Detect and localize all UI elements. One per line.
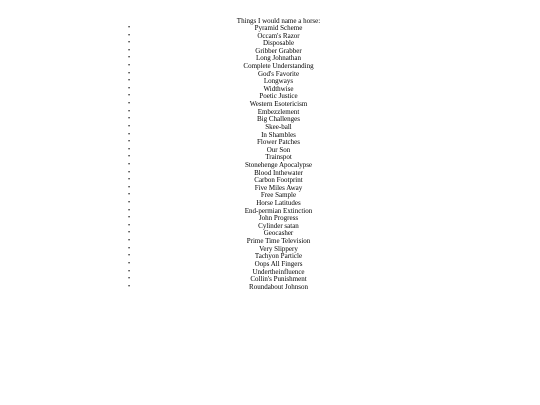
list-item-text: End-permian Extinction [244,206,313,215]
bullet-icon: • [127,139,131,146]
list-item-text: Horse Latitudes [256,199,301,208]
bullet-icon: • [127,47,131,54]
list-item-text: Undertheinfluence [252,267,305,276]
bullet-icon: • [127,123,131,130]
bullet-icon: • [127,177,131,184]
bullet-icon: • [127,200,131,207]
list-item-text: Pyramid Scheme [254,24,303,32]
list-item-text: Complete Understanding [243,62,314,71]
list-item-text: Prime Time Television [246,237,311,246]
list-item-text: Occam's Razor [257,31,300,40]
list-item-text: Collin's Punishment [250,275,307,284]
list-item-text: Cylinder satan [258,221,299,230]
bullet-icon: • [127,108,131,115]
bullet-icon: • [127,32,131,39]
bullet-icon: • [127,169,131,176]
bullet-icon: • [127,230,131,237]
bullet-icon: • [127,276,131,283]
bullet-icon: • [127,55,131,62]
bullet-icon: • [127,154,131,161]
bullet-icon: • [127,184,131,191]
bullet-icon: • [127,93,131,100]
list-item-text: Oops All Fingers [254,259,303,268]
bullet-icon: • [127,268,131,275]
list-item-text: John Progress [258,214,299,223]
list-item-text: God's Favorite [257,69,300,78]
list-item-text: Tachyon Particle [254,252,303,261]
list-item-text: Longways [263,77,294,86]
page-heading: Things I would name a horse: [236,17,321,25]
list-item-text: Gribber Grabber [255,46,302,55]
list-item-text: Our Son [266,145,291,154]
list-item-text: Long Johnathan [256,54,301,63]
bullet-icon: • [127,161,131,168]
bullet-icon: • [127,192,131,199]
bullet-icon: • [127,283,131,290]
list-item-text: Five Miles Away [254,183,303,192]
list-item-text: Geocasher [263,229,294,238]
list-item-text: Western Esotericism [249,100,308,109]
bullet-icon: • [127,78,131,85]
list-item-text: Stonehenge Apocalypse [244,160,313,169]
list-item-text: Big Challenges [257,115,300,124]
list-item-text: Carbon Footprint [254,176,303,185]
list-item-text: In Shambles [261,130,296,139]
bullet-icon: • [127,245,131,252]
horse-name-list [0,25,540,291]
list-item-text: Free Sample [260,191,297,200]
list-item-text: Blood Inthewater [254,168,303,177]
list-item-text: Flower Patches [257,138,300,147]
bullet-icon: • [127,260,131,267]
bullet-icon: • [127,131,131,138]
list-item-text: Embezzlement [257,107,300,116]
bullet-icon: • [127,146,131,153]
bullet-icon: • [127,40,131,47]
bullet-icon: • [127,222,131,229]
list-item-text: Widthwise [263,84,294,93]
bullet-icon: • [127,70,131,77]
bullet-icon: • [127,101,131,108]
list-item-text: Poetic Justice [259,92,298,101]
bullet-icon: • [127,85,131,92]
list-item-text: Disposable [262,39,295,48]
bullet-icon: • [127,207,131,214]
bullet-icon: • [127,116,131,123]
bullet-icon: • [127,215,131,222]
bullet-icon: • [127,238,131,245]
list-item-text: Very Slippery [259,244,298,253]
list-item-text: Trainspot [265,153,292,162]
bullet-icon: • [127,253,131,260]
list-item-text: Roundabout Johnson [249,282,308,291]
bullet-icon: • [127,63,131,70]
bullet-icon: • [127,25,131,31]
list-item [0,284,540,292]
list-item-text: Skee-ball [265,122,292,131]
